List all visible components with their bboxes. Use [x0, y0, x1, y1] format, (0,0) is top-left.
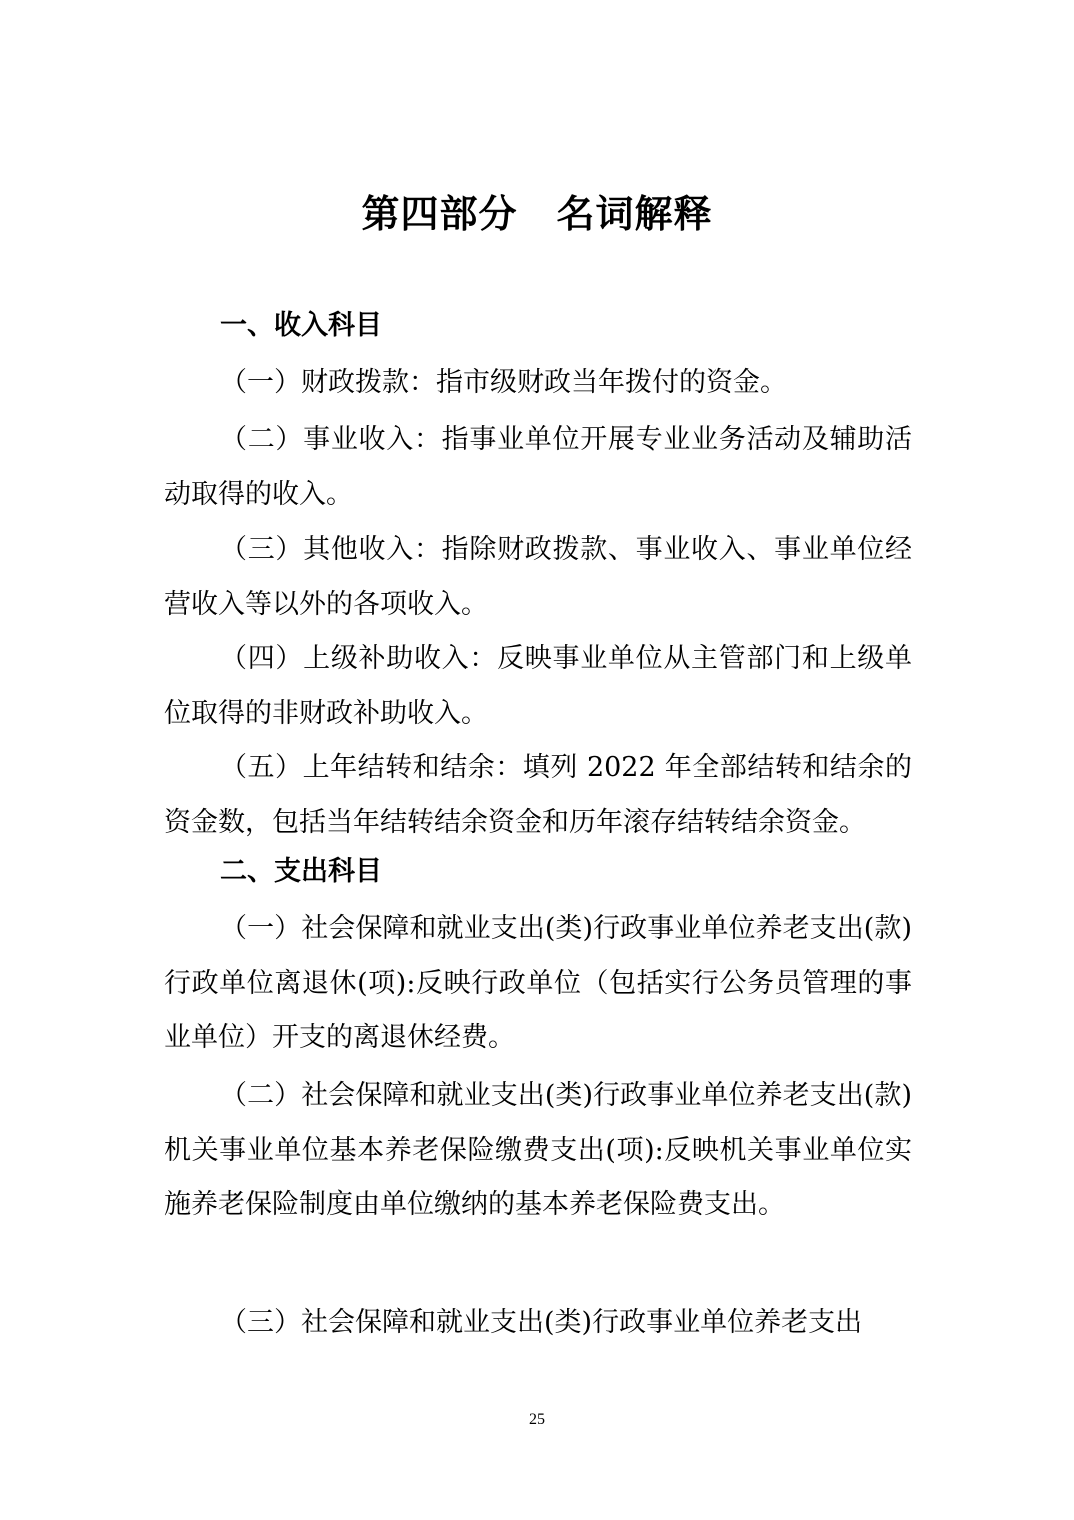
income-item-2: （二）事业收入：指事业单位开展专业业务活动及辅助活动取得的收入。 [164, 424, 912, 510]
income-item-4: （四）上级补助收入：反映事业单位从主管部门和上级单位取得的非财政补助收入。 [164, 643, 912, 729]
income-item-1: （一）财政拨款：指市级财政当年拨付的资金。 [220, 367, 787, 398]
income-item-3: （三）其他收入：指除财政拨款、事业收入、事业单位经营收入等以外的各项收入。 [164, 534, 912, 620]
income-item-5: （五）上年结转和结余：填列 2022 年全部结转和结余的资金数，包括当年结转结余资金和历年滚存结转结余资金。 [164, 752, 912, 838]
section-heading-income: 一、收入科目 [220, 310, 382, 341]
expenditure-item-1: （一）社会保障和就业支出(类)行政事业单位养老支出(款)行政单位离退休(项):反映行政单位（包括实行公务员管理的事业单位）开支的离退休经费。 [164, 913, 912, 1053]
section-heading-expenditure: 二、支出科目 [220, 856, 382, 887]
expenditure-item-3: （三）社会保障和就业支出(类)行政事业单位养老支出 [220, 1307, 863, 1338]
expenditure-item-2: （二）社会保障和就业支出(类)行政事业单位养老支出(款)机关事业单位基本养老保险缴费支出(项):反映机关事业单位实施养老保险制度由单位缴纳的基本养老保险费支出。 [164, 1080, 912, 1220]
page-number: 25 [529, 1411, 545, 1428]
page-title: 第四部分 名词解释 [361, 192, 713, 236]
